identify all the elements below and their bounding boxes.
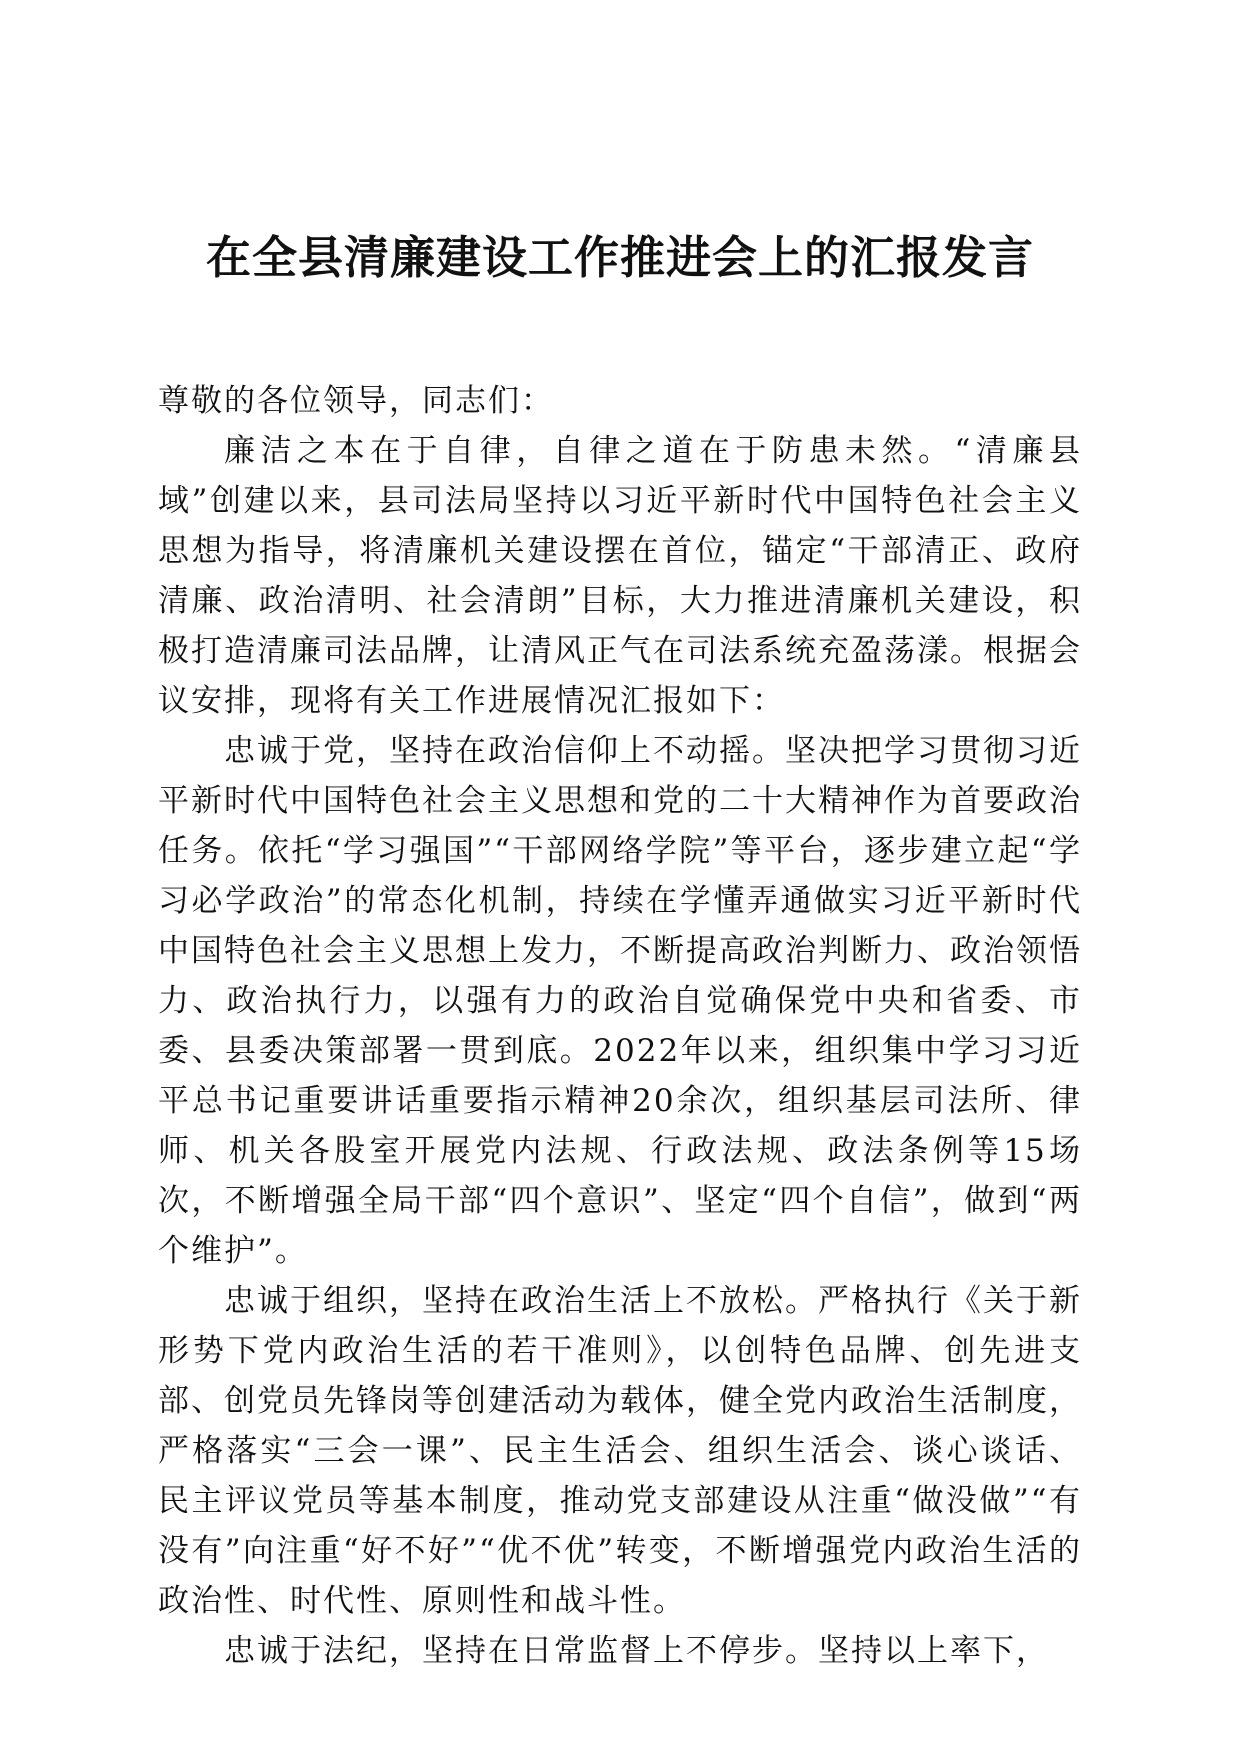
- paragraph-loyalty-to-discipline: 忠诚于法纪，坚持在日常监督上不停步。坚持以上率下，: [224, 1633, 1049, 1669]
- document-body: [158, 376, 1082, 1676]
- paragraph-loyalty-to-party: 忠诚于党，坚持在政治信仰上不动摇。坚决把学习贯彻习近平新时代中国特色社会主义思想和党的二十大精神作为首要政治任务。依托“学习强国”“干部网络学院”等平台，逐步建立起“学习必学政治”的常态化机制，持续在学懂弄通做实习近平新时代中国特色社会主义思想上发力，不断提高政治判断力、政治领悟力、政治执行力，以强有力的政治自觉确保党中央和省委、市委、县委决策部署一贯到底。2022年以来，组织集中学习习近平总书记重要讲话重要指示精神20余次，组织基层司法所、律师、机关各股室开展党内法规、行政法规、政法条例等15场次，不断增强全局干部“四个意识”、坚定“四个自信”，做到“两个维护”。: [158, 733, 1082, 1269]
- paragraph-intro: 廉洁之本在于自律，自律之道在于防患未然。“清廉县域”创建以来，县司法局坚持以习近平新时代中国特色社会主义思想为指导，将清廉机关建设摆在首位，锚定“干部清正、政府清廉、政治清明、社会清朗”目标，大力推进清廉机关建设，积极打造清廉司法品牌，让清风正气在司法系统充盈荡漾。根据会议安排，现将有关工作进展情况汇报如下：: [158, 433, 1082, 719]
- salutation: 尊敬的各位领导，同志们：: [158, 383, 554, 419]
- paragraph-loyalty-to-organization: 忠诚于组织，坚持在政治生活上不放松。严格执行《关于新形势下党内政治生活的若干准则》，以创特色品牌、创先进支部、创党员先锋岗等创建活动为载体，健全党内政治生活制度，严格落实“三会一课”、民主生活会、组织生活会、谈心谈话、民主评议党员等基本制度，推动党支部建设从注重“做没做”“有没有”向注重“好不好”“优不优”转变，不断增强党内政治生活的政治性、时代性、原则性和战斗性。: [158, 1283, 1082, 1619]
- document-title: 在全县清廉建设工作推进会上的汇报发言: [205, 231, 1034, 284]
